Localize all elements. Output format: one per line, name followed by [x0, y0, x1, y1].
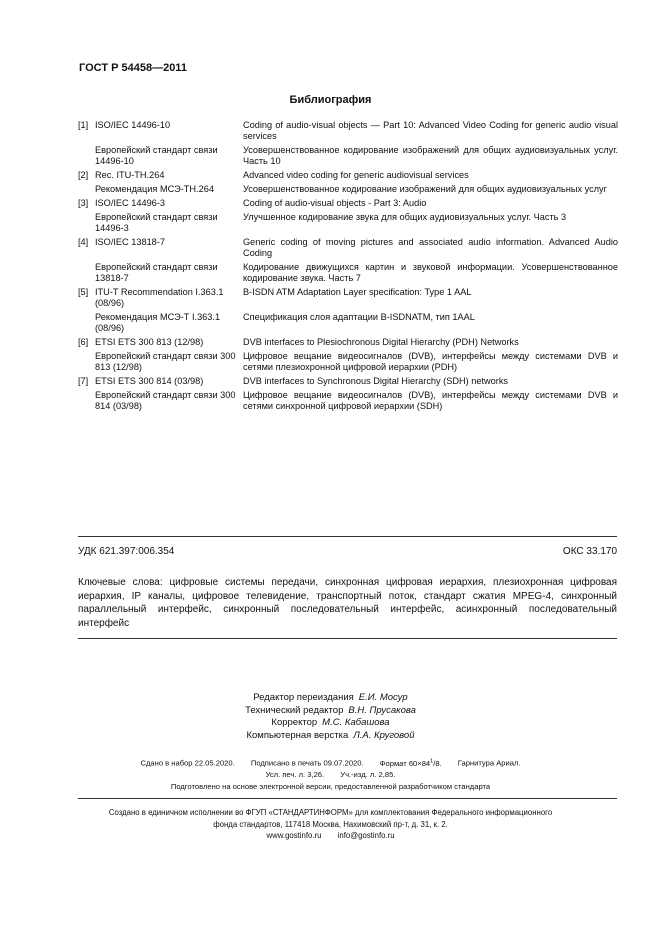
credit-line — [0, 705, 661, 718]
entry-description: Усовершенствованное кодирование изображений для общих аудиовизуальных услуг. Часть 10 — [243, 145, 618, 166]
imprint-line-1 — [0, 756, 661, 769]
entry-number — [78, 262, 95, 284]
bibliography-row — [78, 287, 618, 309]
submitted-date: Сдано в набор 22.05.2020. — [140, 758, 235, 768]
bibliography-row — [78, 262, 618, 284]
credit-role: Редактор переиздания — [253, 692, 354, 703]
email-link[interactable]: info@gostinfo.ru — [337, 831, 395, 840]
entry-description: Coding of audio-visual objects — Part 10: Advanced Video Coding for generic audio visual services — [243, 120, 618, 141]
bibliography-row — [78, 120, 618, 142]
website-link[interactable]: www.gostinfo.ru — [266, 831, 322, 840]
entry-number — [78, 184, 95, 195]
imprint — [0, 756, 661, 792]
entry-description: Цифровое вещание видеосигналов (DVB), интерфейсы между системами DVB и сетями синхронной цифровой иерархии (SDH) — [243, 390, 618, 411]
bibliography-row — [78, 337, 618, 348]
imprint-line-2 — [0, 769, 661, 781]
entry-description: B-ISDN ATM Adaptation Layer specification: Type 1 AAL — [243, 287, 472, 297]
entry-source: Европейский стандарт связи 300 814 (03/98) — [95, 390, 236, 411]
entry-description: Улучшенное кодирование звука для общих аудиовизуальных услуг. Часть 3 — [243, 212, 567, 222]
editorial-credits — [0, 692, 661, 742]
entry-number: [7] — [78, 376, 89, 386]
entry-source: Европейский стандарт связи 300 813 (12/98) — [95, 351, 236, 372]
entry-description: Спецификация слоя адаптации B-ISDNATM, тип 1AAL — [243, 312, 475, 322]
entry-description: Усовершенствованное кодирование изображений для общих аудиовизуальных услуг — [243, 184, 607, 194]
entry-source: ETSI ETS 300 814 (03/98) — [95, 376, 204, 386]
divider-middle — [78, 638, 617, 639]
bibliography-row — [78, 312, 618, 334]
signed-date: Подписано в печать 09.07.2020. — [250, 758, 364, 768]
entry-description: Цифровое вещание видеосигналов (DVB), интерфейсы между системами DVB и сетями плезиохронной цифровой иерархии (PDH) — [243, 351, 618, 372]
paper-format: Формат $60\times 84^1/8$. — [379, 758, 442, 768]
entry-source: Rec. ITU-TH.264 — [95, 170, 165, 180]
entry-description: Кодирование движущихся картин и звуковой информации. Усовершенствованное кодирование звука. Часть 7 — [243, 262, 618, 283]
printed-sheets: Усл. печ. л. 3,26. — [265, 770, 325, 780]
credit-line — [0, 692, 661, 705]
footer-contacts — [0, 830, 661, 842]
publisher-sheets: Уч.-изд. л. 2,85. — [340, 770, 396, 780]
footer-line-2: фонда стандартов, 117418 Москва, Нахимовский пр-т, д. 31, к. 2. — [213, 819, 448, 829]
bibliography-row — [78, 212, 618, 234]
entry-number: [3] — [78, 198, 89, 208]
divider-bottom — [78, 798, 617, 799]
credit-person: В.Н. Прусакова — [348, 704, 416, 716]
bibliography-row — [78, 170, 618, 181]
bibliography-row — [78, 376, 618, 387]
entry-source: Европейский стандарт связи 14496-3 — [95, 212, 218, 233]
bibliography-title: Библиография — [289, 94, 372, 106]
bibliography-row — [78, 351, 618, 373]
credit-person: М.С. Кабашова — [322, 717, 390, 728]
divider-top — [78, 536, 617, 537]
credit-person: Л.А. Круговой — [353, 729, 415, 741]
entry-source: Рекомендация МСЭ-ТН.264 — [95, 184, 214, 194]
entry-description: DVB interfaces to Plesiochronous Digital Hierarchy (PDH) Networks — [243, 337, 519, 347]
credit-line — [0, 717, 661, 730]
footer-line-1: Создано в единичном исполнении во ФГУП «СТАНДАРТИНФОРМ» для комплектования Федерального информационного — [108, 808, 553, 817]
entry-source: ITU-T Recommendation I.363.1 (08/96) — [95, 287, 224, 308]
entry-description: Generic coding of moving pictures and associated audio information. Advanced Audio Coding — [243, 237, 618, 258]
entry-number — [78, 312, 95, 334]
entry-source: ISO/IEC 14496-10 — [95, 120, 171, 130]
credit-role: Корректор — [271, 717, 318, 728]
keywords: Ключевые слова: цифровые системы передачи, синхронная цифровая иерархия, плезиохронная цифровая иерархия, IP каналы, цифровое телевидение, транспортный поток, стандарт сжатия MPEG-4, синхронный параллельный интерфейс, синхронный последовательный интерфейс, асинхронный последовательный интерфейс — [78, 577, 617, 629]
bibliography-row — [78, 145, 618, 167]
prepared-note: Подготовлено на основе электронной версии, предоставленной разработчиком стандарта — [170, 781, 491, 791]
oks-code: ОКС 33.170 — [562, 546, 617, 557]
credit-line — [0, 730, 661, 743]
entry-number: [1] — [78, 120, 89, 130]
publisher-footer — [0, 807, 661, 842]
entry-source: Рекомендация МСЭ-Т I.363.1 (08/96) — [95, 312, 221, 333]
credit-role: Компьютерная верстка — [246, 729, 349, 741]
credit-person: Е.И. Мосур — [358, 692, 408, 703]
entry-number: [5] — [78, 287, 89, 297]
entry-description: DVB interfaces to Synchronous Digital Hierarchy (SDH) networks — [243, 376, 509, 386]
typeface: Гарнитура Ариал. — [457, 758, 521, 768]
entry-number: [4] — [78, 237, 89, 247]
bibliography-row — [78, 184, 618, 195]
bibliography-row — [78, 237, 618, 259]
entry-source: ETSI ETS 300 813 (12/98) — [95, 337, 204, 347]
entry-number — [78, 351, 95, 373]
entry-source: Европейский стандарт связи 13818-7 — [95, 262, 218, 283]
entry-description: Coding of audio-visual objects - Part 3: Audio — [243, 198, 427, 208]
document-header: ГОСТ Р 54458—2011 — [79, 62, 187, 74]
entry-number — [78, 212, 95, 234]
credit-role: Технический редактор — [245, 704, 344, 716]
entry-number — [78, 145, 95, 167]
udk-code: УДК 621.397:006.354 — [78, 546, 175, 557]
entry-number: [6] — [78, 337, 89, 347]
entry-source: ISO/IEC 14496-3 — [95, 198, 165, 208]
entry-source: Европейский стандарт связи 14496-10 — [95, 145, 218, 166]
bibliography-list — [78, 120, 618, 415]
bibliography-row — [78, 198, 618, 209]
entry-description: Advanced video coding for generic audiovisual services — [243, 170, 469, 180]
entry-source: ISO/IEC 13818-7 — [95, 237, 165, 247]
bibliography-row — [78, 390, 618, 412]
entry-number: [2] — [78, 170, 89, 180]
entry-number — [78, 390, 95, 412]
